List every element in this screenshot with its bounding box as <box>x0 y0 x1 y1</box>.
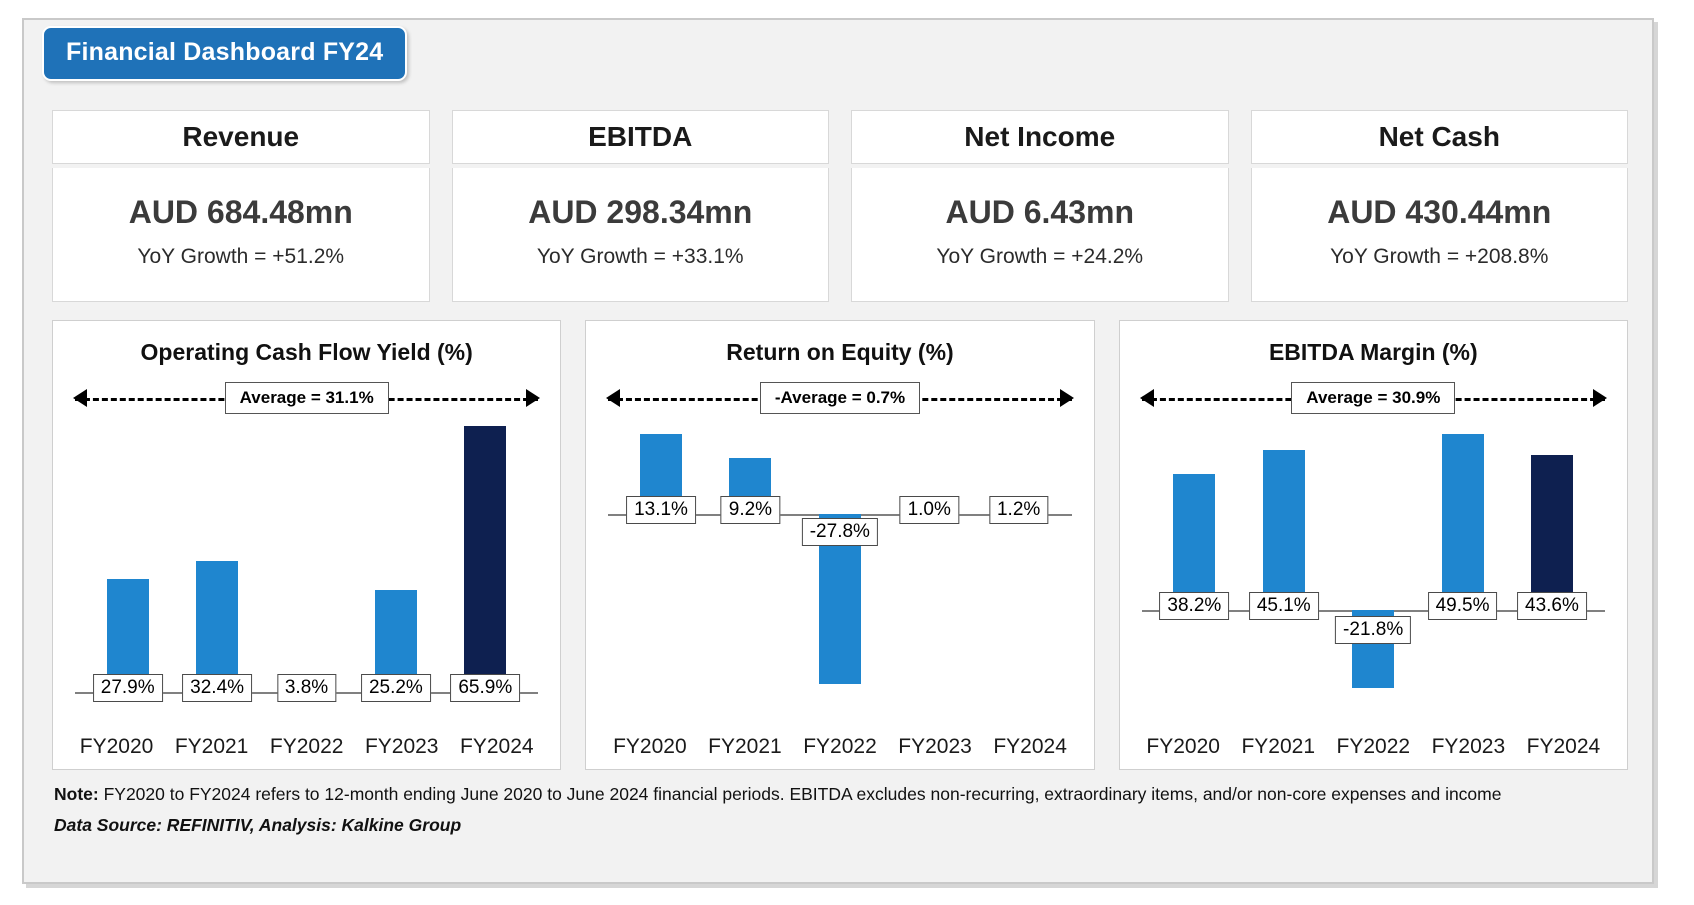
kpi-card-revenue <box>52 110 430 302</box>
chart-plot <box>602 420 1077 720</box>
bar-value-label: 13.1% <box>626 496 696 524</box>
bar-value-label: 65.9% <box>450 674 520 702</box>
x-tick: FY2020 <box>79 735 154 758</box>
kpi-title: EBITDA <box>452 110 830 164</box>
chart-bar <box>1263 450 1305 611</box>
arrow-right-icon <box>1593 389 1607 407</box>
x-tick: FY2020 <box>1146 735 1220 758</box>
kpi-value: AUD 430.44mn <box>1327 194 1552 230</box>
bar-value-label: 25.2% <box>361 674 431 702</box>
arrow-left-icon <box>1140 389 1154 407</box>
average-label: -Average = 0.7% <box>760 382 920 414</box>
chart-bar <box>1173 474 1215 610</box>
kpi-growth: YoY Growth = +208.8% <box>1330 245 1549 268</box>
kpi-body <box>452 168 830 302</box>
chart-title: Return on Equity (%) <box>726 339 954 365</box>
kpi-growth: YoY Growth = +33.1% <box>536 245 744 268</box>
kpi-body <box>52 168 430 302</box>
chart-title: EBITDA Margin (%) <box>1268 339 1478 365</box>
arrow-left-icon <box>73 389 87 407</box>
x-tick: FY2023 <box>364 735 439 758</box>
chart-plot <box>69 420 544 720</box>
average-label: Average = 31.1% <box>225 382 389 414</box>
kpi-row <box>52 110 1628 302</box>
chart-x-axis <box>69 735 544 759</box>
x-tick: FY2022 <box>269 735 344 758</box>
bar-value-label: 38.2% <box>1159 592 1229 620</box>
x-tick: FY2023 <box>1431 735 1506 758</box>
x-tick: FY2021 <box>708 735 782 758</box>
chart-row <box>52 320 1628 770</box>
arrow-right-icon <box>526 389 540 407</box>
note-line <box>54 782 1614 807</box>
bar-value-label: 32.4% <box>182 674 252 702</box>
chart-bar <box>1442 434 1484 610</box>
kpi-card-net-cash <box>1251 110 1629 302</box>
average-band <box>75 376 538 420</box>
chart-bar <box>1531 455 1573 610</box>
kpi-value: AUD 298.34mn <box>528 194 753 230</box>
dashboard-panel <box>22 18 1654 884</box>
arrow-left-icon <box>606 389 620 407</box>
footer-note <box>54 782 1614 839</box>
kpi-body <box>1251 168 1629 302</box>
kpi-title: Net Cash <box>1251 110 1629 164</box>
x-tick: FY2024 <box>460 735 534 758</box>
bar-value-label: 3.8% <box>277 674 336 702</box>
chart-title: Operating Cash Flow Yield (%) <box>140 339 473 365</box>
x-tick: FY2023 <box>898 735 972 758</box>
note-text: FY2020 to FY2024 refers to 12-month ending June 2020 to June 2024 financial periods. EBITDA excludes non-recurring, extraordinary items, and/or non-core expenses and income <box>98 784 1502 804</box>
arrow-right-icon <box>1060 389 1074 407</box>
kpi-value: AUD 684.48mn <box>128 194 353 230</box>
bar-value-label: 49.5% <box>1428 592 1498 620</box>
bar-value-label: 27.9% <box>93 674 163 702</box>
average-label: Average = 30.9% <box>1291 382 1455 414</box>
bar-value-label: -21.8% <box>1335 616 1411 644</box>
average-band <box>1142 376 1605 420</box>
chart-card-operating-cash-flow-yield <box>52 320 561 770</box>
dashboard-title: Financial Dashboard FY24 <box>42 26 407 81</box>
x-tick: FY2021 <box>174 735 249 758</box>
kpi-title: Revenue <box>52 110 430 164</box>
kpi-body <box>851 168 1229 302</box>
chart-card-return-on-equity <box>585 320 1094 770</box>
x-tick: FY2022 <box>1336 735 1411 758</box>
chart-bar <box>464 426 506 692</box>
chart-x-axis <box>1136 735 1611 759</box>
bar-value-label: 1.0% <box>900 496 959 524</box>
x-tick: FY2024 <box>993 735 1067 758</box>
bar-value-label: 43.6% <box>1517 592 1587 620</box>
chart-x-axis <box>602 735 1077 759</box>
chart-card-ebitda-margin <box>1119 320 1628 770</box>
data-source: Data Source: REFINITIV, Analysis: Kalkine Group <box>54 815 462 836</box>
kpi-card-ebitda <box>452 110 830 302</box>
bar-value-label: 9.2% <box>721 496 780 524</box>
chart-plot <box>1136 420 1611 720</box>
kpi-title: Net Income <box>851 110 1229 164</box>
x-tick: FY2020 <box>613 735 687 758</box>
x-tick: FY2024 <box>1526 735 1601 758</box>
bar-value-label: 1.2% <box>989 496 1048 524</box>
note-label: Note: <box>54 784 99 804</box>
kpi-card-net-income <box>851 110 1229 302</box>
kpi-growth: YoY Growth = +51.2% <box>137 245 345 268</box>
x-tick: FY2021 <box>1241 735 1316 758</box>
bar-value-label: 45.1% <box>1249 592 1319 620</box>
bar-value-label: -27.8% <box>802 518 878 546</box>
chart-bar <box>196 561 238 692</box>
kpi-growth: YoY Growth = +24.2% <box>936 245 1144 268</box>
x-tick: FY2022 <box>803 735 877 758</box>
average-band <box>608 376 1071 420</box>
kpi-value: AUD 6.43mn <box>945 194 1134 230</box>
